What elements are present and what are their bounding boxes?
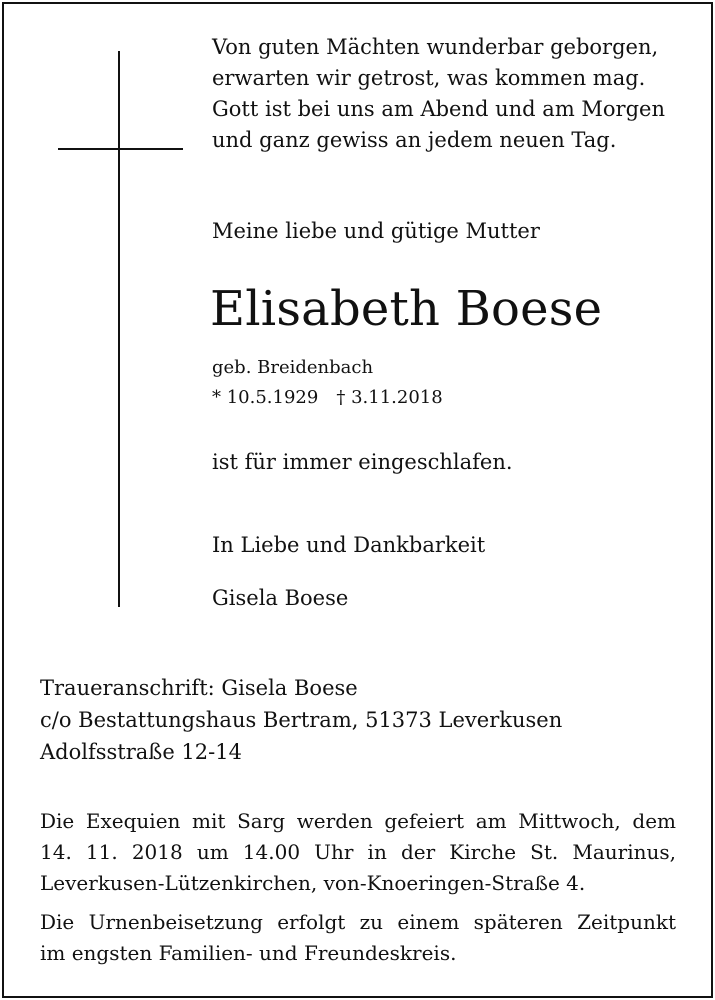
address-line: Adolfsstraße 12-14 (40, 740, 242, 764)
poem-line: erwarten wir getrost, was kommen mag. (212, 66, 646, 90)
funeral-line: 14. 11. 2018 um 14.00 Uhr in der Kirche St. Maurinus, (40, 840, 676, 864)
cross-horizontal-bar (58, 148, 183, 150)
address-line: c/o Bestattungshaus Bertram, 51373 Leverkusen (40, 708, 563, 732)
funeral-line: Die Exequien mit Sarg werden gefeiert am Mittwoch, dem (40, 809, 676, 833)
birth-date: * 10.5.1929 (212, 387, 319, 408)
status-text: ist für immer eingeschlafen. (212, 450, 513, 474)
closing-text: In Liebe und Dankbarkeit (212, 533, 486, 557)
urn-paragraph (40, 907, 676, 969)
life-dates (212, 387, 443, 408)
poem-line: Gott ist bei uns am Abend und am Morgen (212, 97, 665, 121)
address-line: Traueranschrift: Gisela Boese (40, 676, 358, 700)
urn-line: im engsten Familien- und Freundeskreis. (40, 941, 457, 965)
poem (212, 32, 665, 156)
urn-line: Die Urnenbeisetzung erfolgt zu einem späteren Zeitpunkt (40, 910, 676, 934)
funeral-line: Leverkusen-Lützenkirchen, von-Knoeringen-Straße 4. (40, 871, 586, 895)
funeral-paragraph (40, 806, 676, 899)
mourning-address (40, 672, 562, 768)
cross-vertical-bar (118, 51, 120, 607)
intro-text: Meine liebe und gütige Mutter (212, 219, 540, 243)
signer-name: Gisela Boese (212, 586, 349, 610)
poem-line: und ganz gewiss an jedem neuen Tag. (212, 128, 617, 152)
death-date: † 3.11.2018 (336, 387, 443, 408)
maiden-name: geb. Breidenbach (212, 357, 374, 378)
poem-line: Von guten Mächten wunderbar geborgen, (212, 35, 659, 59)
deceased-name: Elisabeth Boese (210, 281, 603, 337)
